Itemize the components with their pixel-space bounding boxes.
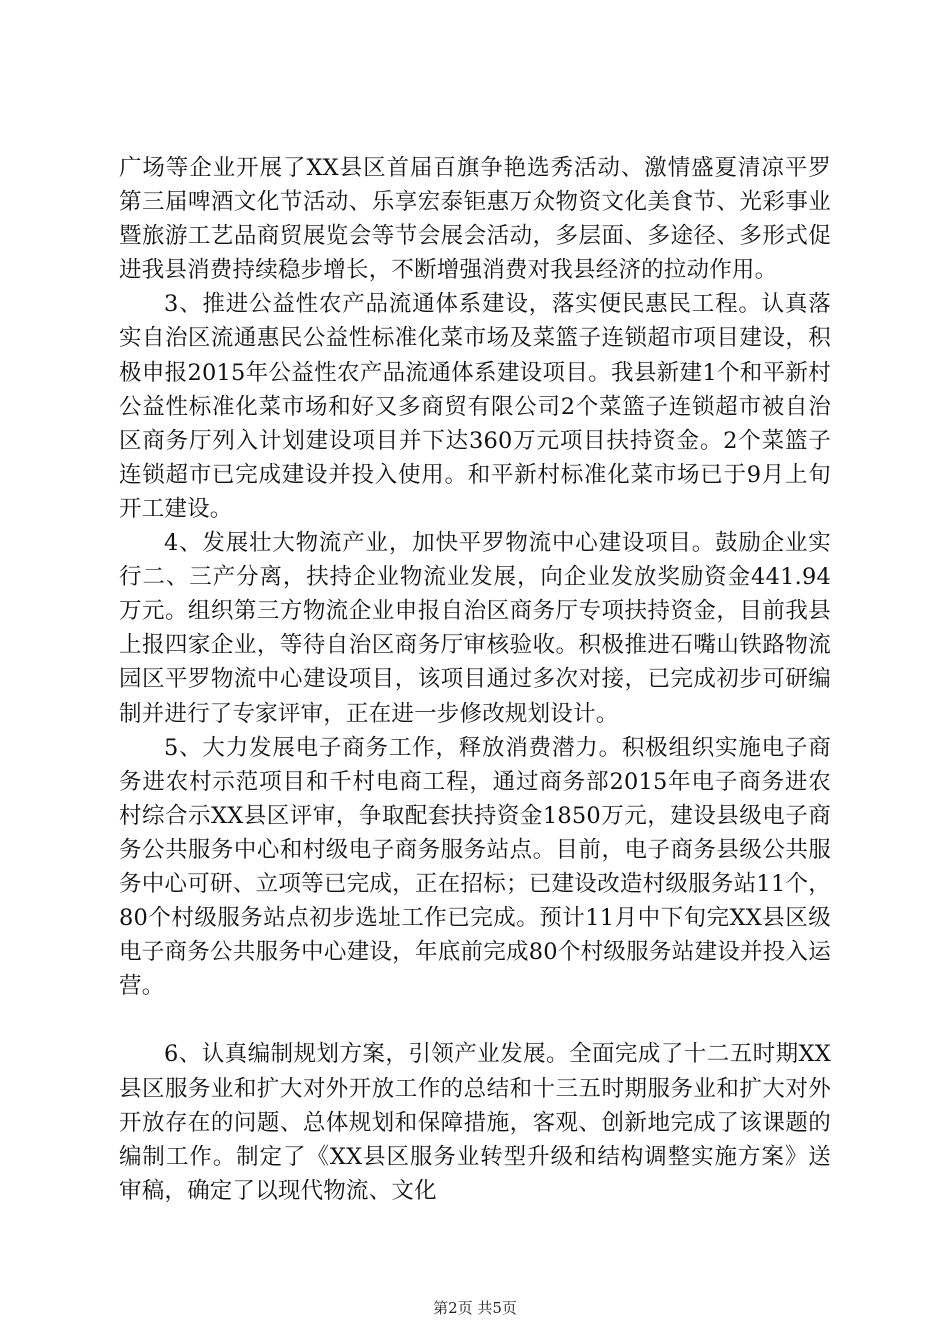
paragraph-4: 5、大力发展电子商务工作，释放消费潜力。积极组织实施电子商务进农村示范项目和千村电商工程，通过商务部2015年电子商务进农村综合示XX县区评审，争取配套扶持资金1850万元，建设县级电子商务公共服务中心和村级电子商务服务站点。目前，电子商务县级公共服务中心可研、立项等已完成，正在招标；已建设改造村级服务站11个，80个村级服务站点初步选址工作已完成。预计11月中下旬完XX县区级电子商务公共服务中心建设，年底前完成80个村级服务站建设并投入运营。 <box>119 734 831 1000</box>
paragraph-5: 6、认真编制规划方案，引领产业发展。全面完成了十二五时期XX县区服务业和扩大对外开放工作的总结和十三五时期服务业和扩大对外开放存在的问题、总体规划和保障措施，客观、创新地完成了该课题的编制工作。制定了《XX县区服务业转型升级和结构调整实施方案》送审稿，确定了以现代物流、文化 <box>119 1041 831 1204</box>
document-body <box>119 151 831 1208</box>
paragraph-1: 广场等企业开展了XX县区首届百旗争艳选秀活动、激情盛夏清凉平罗第三届啤酒文化节活动、乐享宏泰钜惠万众物资文化美食节、光彩事业暨旅游工艺品商贸展览会等节会展会活动，多层面、多途径、多形式促进我县消费持续稳步增长，不断增强消费对我县经济的拉动作用。 <box>119 155 831 284</box>
paragraph-3: 4、发展壮大物流产业，加快平罗物流中心建设项目。鼓励企业实行二、三产分离，扶持企业物流业发展，向企业发放奖励资金441.94万元。组织第三方物流企业申报自治区商务厅专项扶持资金，目前我县上报四家企业，等待自治区商务厅审核验收。积极推进石嘴山铁路物流园区平罗物流中心建设项目，该项目通过多次对接，已完成初步可研编制并进行了专家评审，正在进一步修改规划设计。 <box>119 530 831 727</box>
paragraph-spacer <box>119 1003 831 1037</box>
paragraph-2: 3、推进公益性农产品流通体系建设，落实便民惠民工程。认真落实自治区流通惠民公益性标准化菜市场及菜篮子连锁超市项目建设，积极申报2015年公益性农产品流通体系建设项目。我县新建1个和平新村公益性标准化菜市场和好又多商贸有限公司2个菜篮子连锁超市被自治区商务厅列入计划建设项目并下达360万元项目扶持资金。2个菜篮子连锁超市已完成建设并投入使用。和平新村标准化菜市场已于9月上旬开工建设。 <box>119 291 831 522</box>
page-footer: 第2页 共5页 <box>433 1299 517 1317</box>
